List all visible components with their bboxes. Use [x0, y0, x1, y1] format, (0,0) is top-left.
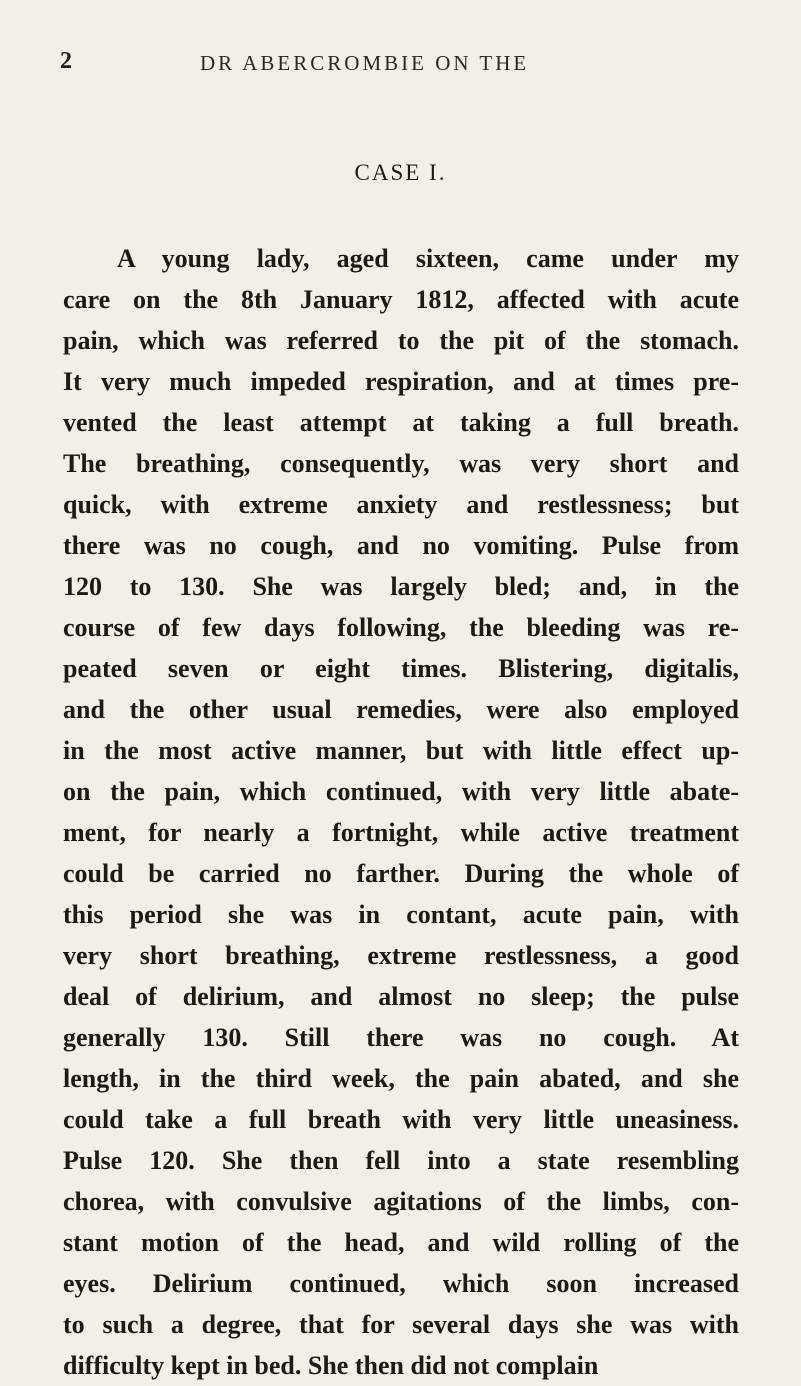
- text-line: very short breathing, extreme restlessness, a good: [63, 941, 739, 970]
- text-line: could be carried no farther. During the whole of: [63, 859, 739, 888]
- text-line: generally 130. Still there was no cough. At: [63, 1023, 739, 1052]
- text-line: ment, for nearly a fortnight, while active treatment: [63, 818, 739, 847]
- text-line: quick, with extreme anxiety and restlessness; but: [63, 490, 739, 519]
- text-line: could take a full breath with very little uneasiness.: [63, 1105, 739, 1134]
- running-title: DR ABERCROMBIE ON THE: [200, 51, 530, 75]
- text-line: to such a degree, that for several days she was with: [63, 1310, 739, 1339]
- text-line: there was no cough, and no vomiting. Pulse from: [63, 531, 739, 560]
- text-line: on the pain, which continued, with very little abate-: [63, 777, 739, 806]
- text-line: difficulty kept in bed. She then did not complain: [63, 1351, 599, 1380]
- text-line: The breathing, consequently, was very short and: [63, 449, 739, 478]
- case-heading: CASE I.: [354, 160, 447, 185]
- page-number: 2: [60, 48, 72, 74]
- text-line: care on the 8th January 1812, affected with acute: [63, 285, 739, 314]
- text-line: peated seven or eight times. Blistering, digitalis,: [63, 654, 739, 683]
- running-head: [60, 48, 740, 78]
- text-line: deal of delirium, and almost no sleep; the pulse: [63, 982, 739, 1011]
- text-line: 120 to 130. She was largely bled; and, in the: [63, 572, 739, 601]
- text-line: Pulse 120. She then fell into a state resembling: [63, 1146, 739, 1175]
- text-line: vented the least attempt at taking a full breath.: [63, 408, 739, 437]
- text-line: this period she was in contant, acute pain, with: [63, 900, 739, 929]
- text-line: pain, which was referred to the pit of the stomach.: [63, 326, 739, 355]
- text-line: course of few days following, the bleeding was re-: [63, 613, 739, 642]
- text-line: stant motion of the head, and wild rolling of the: [63, 1228, 739, 1257]
- text-line: It very much impeded respiration, and at times pre-: [63, 367, 739, 396]
- text-line: in the most active manner, but with little effect up-: [63, 736, 739, 765]
- text-line: length, in the third week, the pain abated, and she: [63, 1064, 739, 1093]
- text-line: eyes. Delirium continued, which soon increased: [63, 1269, 739, 1298]
- text-line: A young lady, aged sixteen, came under my: [117, 244, 739, 273]
- body-paragraph: [63, 238, 739, 1386]
- text-line: and the other usual remedies, were also employed: [63, 695, 739, 724]
- text-line: chorea, with convulsive agitations of the limbs, con-: [63, 1187, 739, 1216]
